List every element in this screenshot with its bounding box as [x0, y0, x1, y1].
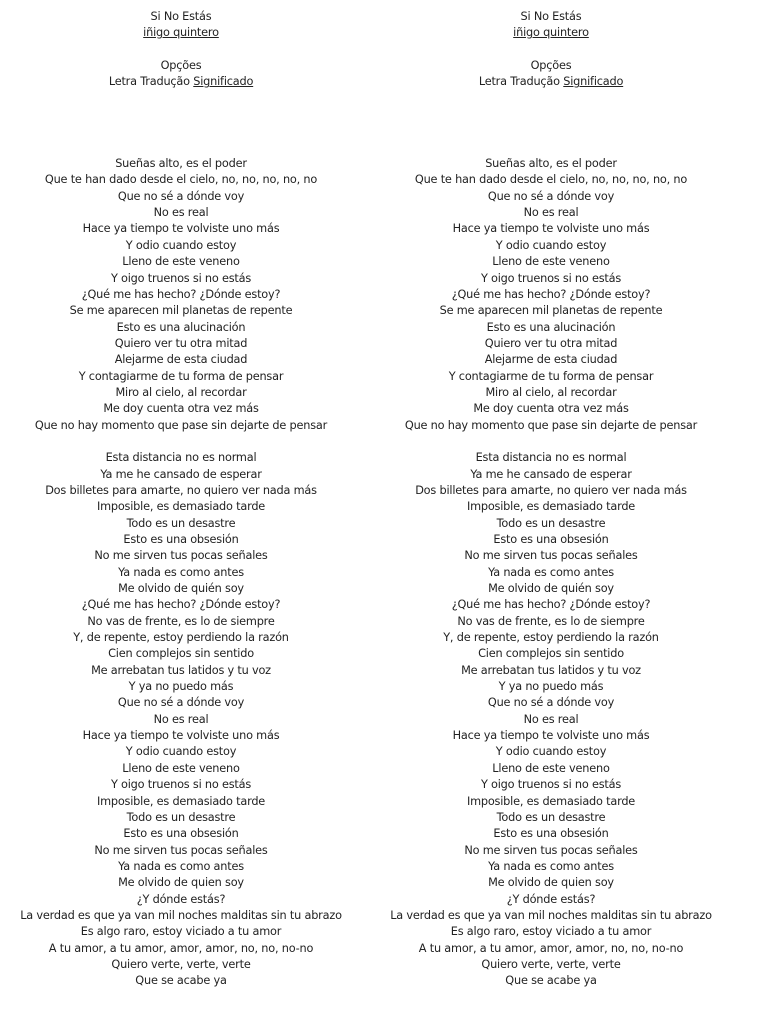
- lyric-line: No es real: [523, 206, 579, 220]
- options-heading: Opções: [530, 59, 572, 73]
- lyric-line: Esta distancia no es normal: [105, 451, 257, 465]
- lyric-line: Cien complejos sin sentido: [478, 647, 624, 661]
- lyric-line: Se me aparecen mil planetas de repente: [69, 304, 293, 318]
- lyric-line: Ya me he cansado de esperar: [470, 467, 632, 481]
- lyric-line: ¿Qué me has hecho? ¿Dónde estoy?: [451, 287, 651, 301]
- lyric-line: Lleno de este veneno: [122, 255, 240, 269]
- lyric-line: ¿Y dónde estás?: [136, 892, 226, 906]
- lyric-line: Quiero verte, verte, verte: [111, 957, 251, 971]
- lyric-line: A tu amor, a tu amor, amor, amor, no, no, no-no: [418, 941, 684, 955]
- lyric-line: Lleno de este veneno: [492, 761, 610, 775]
- lyric-line: Y oigo truenos si no estás: [480, 778, 622, 792]
- lyric-line: Quiero ver tu otra mitad: [484, 336, 618, 350]
- lyric-line: A tu amor, a tu amor, amor, amor, no, no, no-no: [48, 941, 314, 955]
- lyric-line: Todo es un desastre: [126, 516, 236, 530]
- lyric-line: Sueñas alto, es el poder: [115, 157, 247, 171]
- lyric-line: Y odio cuando estoy: [495, 238, 607, 252]
- lyric-line: Que no sé a dónde voy: [487, 189, 615, 203]
- lyric-line: Y oigo truenos si no estás: [110, 271, 252, 285]
- option-significado-link[interactable]: Significado: [563, 75, 624, 89]
- lyric-line: Esta distancia no es normal: [475, 451, 627, 465]
- spacer: [370, 42, 732, 58]
- lyric-line: Y oigo truenos si no estás: [480, 271, 622, 285]
- lyric-line: Miro al cielo, al recordar: [115, 385, 247, 399]
- lyric-line: Hace ya tiempo te volviste uno más: [82, 729, 280, 743]
- lyric-line: Que se acabe ya: [505, 974, 597, 988]
- lyric-line: Sueñas alto, es el poder: [485, 157, 617, 171]
- option-traducao[interactable]: Tradução: [140, 75, 190, 89]
- stanza-2: [370, 450, 732, 989]
- song-title: Si No Estás: [520, 10, 582, 23]
- lyric-line: Miro al cielo, al recordar: [485, 385, 617, 399]
- spacer: [0, 91, 362, 156]
- lyric-line: Que no sé a dónde voy: [117, 696, 245, 710]
- options-row: [370, 74, 732, 90]
- lyric-line: Y, de repente, estoy perdiendo la razón: [73, 631, 289, 645]
- lyric-line: Y contagiarme de tu forma de pensar: [78, 369, 284, 383]
- option-significado-link[interactable]: Significado: [193, 75, 254, 89]
- lyric-line: Imposible, es demasiado tarde: [466, 500, 636, 514]
- lyric-line: Imposible, es demasiado tarde: [96, 500, 266, 514]
- lyric-line: No me sirven tus pocas señales: [464, 549, 638, 563]
- spacer: [370, 91, 732, 156]
- lyric-line: Me olvido de quién soy: [488, 582, 614, 596]
- lyric-line: Que te han dado desde el cielo, no, no, no, no, no: [414, 173, 688, 187]
- lyric-line: Dos billetes para amarte, no quiero ver nada más: [415, 483, 687, 497]
- lyric-line: Que te han dado desde el cielo, no, no, no, no, no: [44, 173, 318, 187]
- lyric-line: No es real: [153, 206, 209, 220]
- lyric-line: No es real: [523, 712, 579, 726]
- lyric-line: Ya nada es como antes: [118, 859, 244, 873]
- lyric-line: Que no sé a dónde voy: [487, 696, 615, 710]
- lyric-line: No me sirven tus pocas señales: [464, 843, 638, 857]
- lyric-line: Que no hay momento que pase sin dejarte de pensar: [34, 418, 328, 432]
- lyric-line: Y odio cuando estoy: [495, 745, 607, 759]
- options-row: [0, 74, 362, 90]
- lyric-line: Todo es un desastre: [126, 810, 236, 824]
- lyric-line: Lleno de este veneno: [122, 761, 240, 775]
- lyrics-page-left: [0, 9, 362, 990]
- lyric-line: Hace ya tiempo te volviste uno más: [82, 222, 280, 236]
- lyric-line: Que no hay momento que pase sin dejarte de pensar: [404, 418, 698, 432]
- lyric-line: No me sirven tus pocas señales: [94, 549, 268, 563]
- lyric-line: Me arrebatan tus latidos y tu voz: [91, 663, 271, 677]
- lyric-line: Es algo raro, estoy viciado a tu amor: [450, 925, 652, 939]
- lyric-line: Todo es un desastre: [496, 810, 606, 824]
- lyric-line: ¿Qué me has hecho? ¿Dónde estoy?: [81, 598, 281, 612]
- lyric-line: ¿Qué me has hecho? ¿Dónde estoy?: [81, 287, 281, 301]
- lyric-line: Y ya no puedo más: [498, 680, 604, 694]
- lyric-line: No me sirven tus pocas señales: [94, 843, 268, 857]
- lyric-line: No es real: [153, 712, 209, 726]
- artist-link[interactable]: iñigo quintero: [143, 26, 219, 40]
- lyric-line: Y ya no puedo más: [128, 680, 234, 694]
- lyric-line: Se me aparecen mil planetas de repente: [439, 304, 663, 318]
- lyric-line: Ya nada es como antes: [118, 565, 244, 579]
- lyric-line: Y, de repente, estoy perdiendo la razón: [443, 631, 659, 645]
- song-title: Si No Estás: [150, 10, 212, 23]
- lyric-line: Me doy cuenta otra vez más: [473, 402, 629, 416]
- lyric-line: Me olvido de quien soy: [488, 876, 614, 890]
- artist-link[interactable]: iñigo quintero: [513, 26, 589, 40]
- lyric-line: Y odio cuando estoy: [125, 238, 237, 252]
- lyric-line: Me olvido de quién soy: [118, 582, 244, 596]
- lyrics-page-right: [370, 9, 732, 990]
- lyric-line: ¿Y dónde estás?: [506, 892, 596, 906]
- option-letra[interactable]: Letra: [108, 75, 137, 89]
- option-traducao[interactable]: Tradução: [510, 75, 560, 89]
- lyric-line: Esto es una obsesión: [493, 827, 609, 841]
- stanza-gap: [370, 434, 732, 450]
- lyric-line: Imposible, es demasiado tarde: [466, 794, 636, 808]
- lyric-line: Ya me he cansado de esperar: [100, 467, 262, 481]
- option-letra[interactable]: Letra: [478, 75, 507, 89]
- lyric-line: La verdad es que ya van mil noches malditas sin tu abrazo: [390, 908, 712, 922]
- lyric-line: Cien complejos sin sentido: [108, 647, 254, 661]
- lyric-line: Hace ya tiempo te volviste uno más: [452, 222, 650, 236]
- lyric-line: Esto es una obsesión: [493, 533, 609, 547]
- lyric-line: Me doy cuenta otra vez más: [103, 402, 259, 416]
- lyric-line: No vas de frente, es lo de siempre: [457, 614, 645, 628]
- lyric-line: Que se acabe ya: [135, 974, 227, 988]
- options-heading: Opções: [160, 59, 202, 73]
- lyric-line: Y odio cuando estoy: [125, 745, 237, 759]
- lyric-line: Y contagiarme de tu forma de pensar: [448, 369, 654, 383]
- lyric-line: Esto es una obsesión: [123, 827, 239, 841]
- lyric-line: Que no sé a dónde voy: [117, 189, 245, 203]
- lyric-line: Ya nada es como antes: [488, 565, 614, 579]
- lyric-line: Dos billetes para amarte, no quiero ver nada más: [45, 483, 317, 497]
- lyric-line: Me arrebatan tus latidos y tu voz: [461, 663, 641, 677]
- lyric-line: Lleno de este veneno: [492, 255, 610, 269]
- lyric-line: Hace ya tiempo te volviste uno más: [452, 729, 650, 743]
- lyric-line: No vas de frente, es lo de siempre: [87, 614, 275, 628]
- lyric-line: Quiero ver tu otra mitad: [114, 336, 248, 350]
- stanza-2: [0, 450, 362, 989]
- lyric-line: Me olvido de quien soy: [118, 876, 244, 890]
- lyric-line: La verdad es que ya van mil noches malditas sin tu abrazo: [20, 908, 342, 922]
- lyric-line: Es algo raro, estoy viciado a tu amor: [80, 925, 282, 939]
- lyric-line: Esto es una alucinación: [116, 320, 246, 334]
- lyric-line: Alejarme de esta ciudad: [484, 353, 618, 367]
- lyric-line: Ya nada es como antes: [488, 859, 614, 873]
- lyric-line: Imposible, es demasiado tarde: [96, 794, 266, 808]
- stanza-gap: [0, 434, 362, 450]
- stanza-1: [0, 156, 362, 434]
- lyric-line: Todo es un desastre: [496, 516, 606, 530]
- lyric-line: ¿Qué me has hecho? ¿Dónde estoy?: [451, 598, 651, 612]
- lyric-line: Y oigo truenos si no estás: [110, 778, 252, 792]
- lyric-line: Alejarme de esta ciudad: [114, 353, 248, 367]
- lyric-line: Esto es una obsesión: [123, 533, 239, 547]
- lyric-line: Esto es una alucinación: [486, 320, 616, 334]
- spacer: [0, 42, 362, 58]
- stanza-1: [370, 156, 732, 434]
- lyric-line: Quiero verte, verte, verte: [481, 957, 621, 971]
